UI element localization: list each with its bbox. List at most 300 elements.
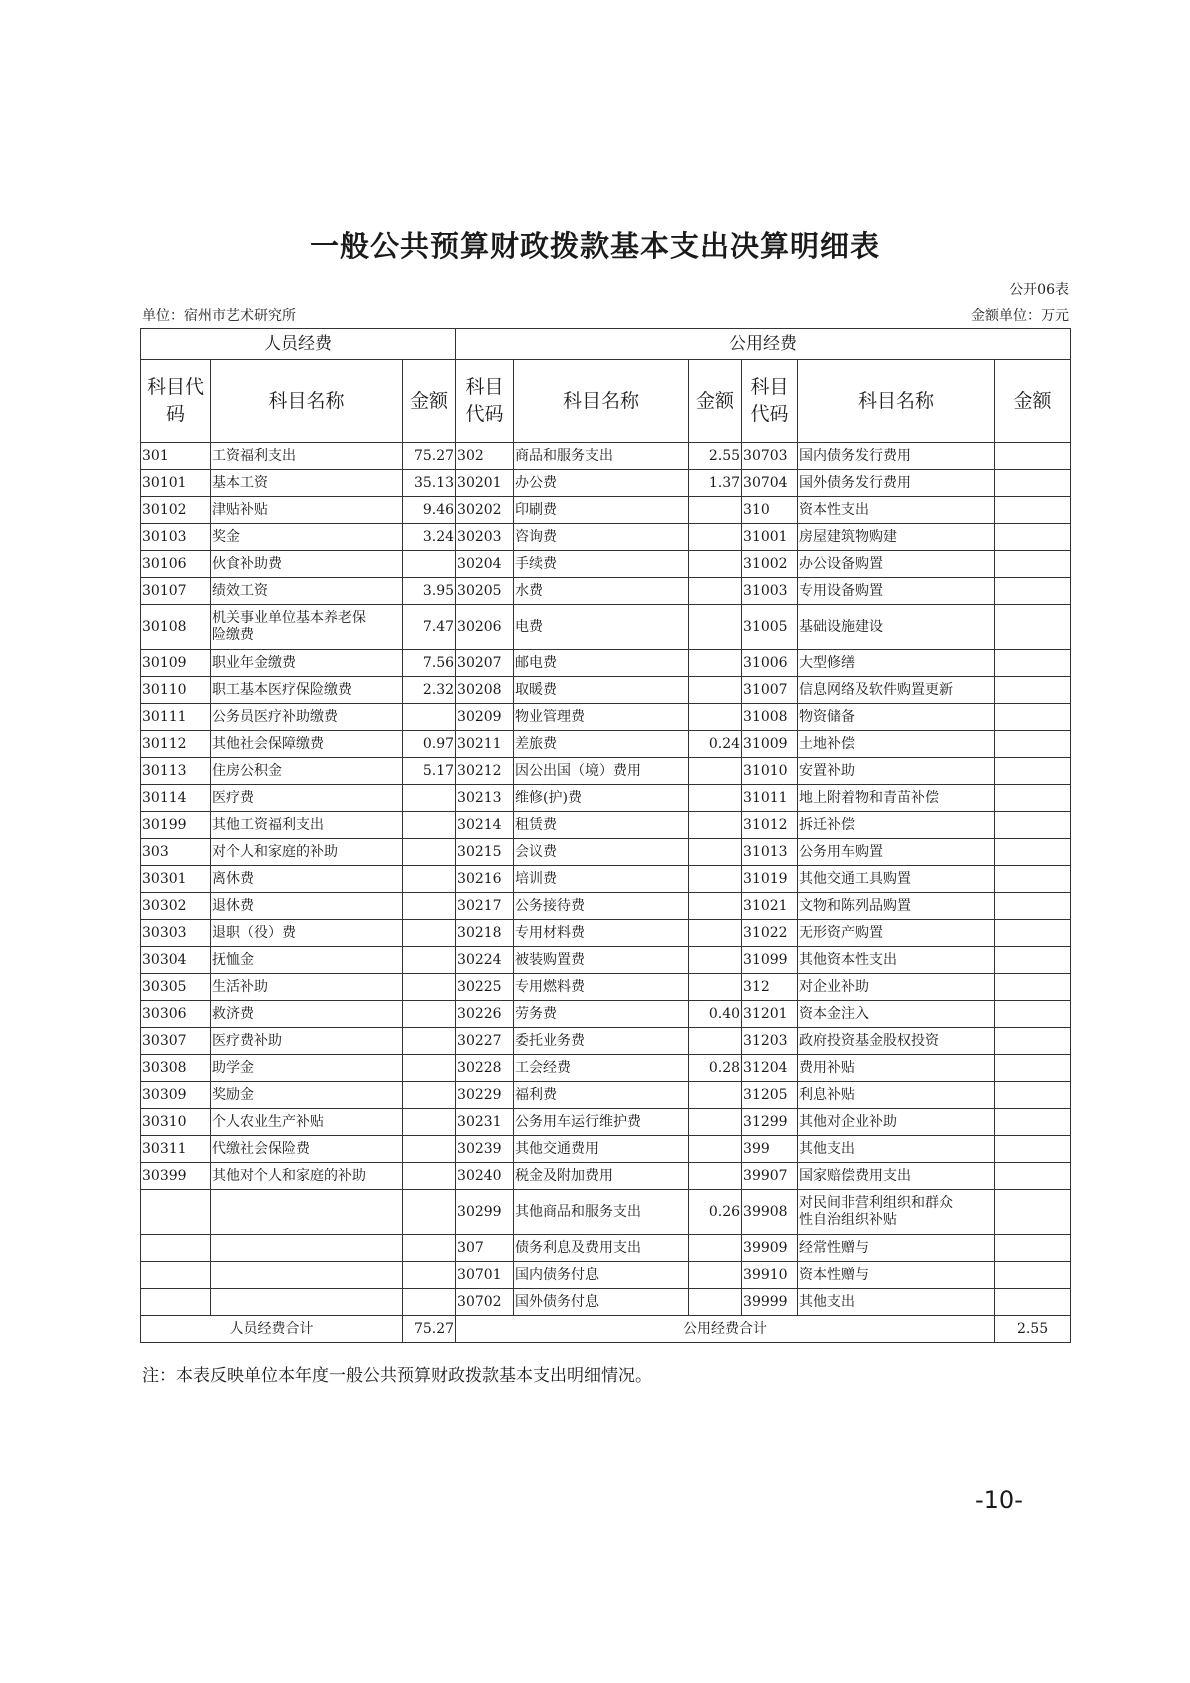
item-amount (689, 1028, 742, 1055)
item-code: 30217 (456, 893, 514, 920)
item-amount (403, 1055, 456, 1082)
item-code: 312 (742, 974, 798, 1001)
item-code: 307 (456, 1235, 514, 1262)
item-code: 31002 (742, 551, 798, 578)
header-amount: 金额 (995, 360, 1071, 443)
item-name: 债务利息及费用支出 (514, 1235, 689, 1262)
item-name: 被装购置费 (514, 947, 689, 974)
item-name: 邮电费 (514, 650, 689, 677)
item-amount (689, 497, 742, 524)
item-code: 30226 (456, 1001, 514, 1028)
table-row (141, 605, 1071, 650)
item-code: 30207 (456, 650, 514, 677)
table-row (141, 497, 1071, 524)
item-code: 30103 (141, 524, 211, 551)
item-code: 31299 (742, 1109, 798, 1136)
item-amount (689, 1136, 742, 1163)
item-amount (403, 812, 456, 839)
item-code: 30309 (141, 1082, 211, 1109)
item-amount: 2.55 (689, 443, 742, 470)
item-amount (403, 1028, 456, 1055)
item-name: 信息网络及软件购置更新 (798, 677, 995, 704)
item-code: 31010 (742, 758, 798, 785)
table-row (141, 1028, 1071, 1055)
item-code: 31201 (742, 1001, 798, 1028)
item-amount (689, 812, 742, 839)
item-amount: 7.47 (403, 605, 456, 650)
item-name: 基本工资 (211, 470, 403, 497)
item-code: 30201 (456, 470, 514, 497)
table-row (141, 470, 1071, 497)
item-name: 专用材料费 (514, 920, 689, 947)
item-amount: 0.28 (689, 1055, 742, 1082)
item-name: 委托业务费 (514, 1028, 689, 1055)
item-name: 税金及附加费用 (514, 1163, 689, 1190)
section-personnel: 人员经费 (141, 329, 456, 360)
item-name: 土地补偿 (798, 731, 995, 758)
item-name: 无形资产购置 (798, 920, 995, 947)
header-name: 科目名称 (514, 360, 689, 443)
item-code: 39910 (742, 1262, 798, 1289)
item-code: 31003 (742, 578, 798, 605)
table-row (141, 758, 1071, 785)
item-code: 30107 (141, 578, 211, 605)
item-name (211, 1289, 403, 1316)
item-amount (689, 1235, 742, 1262)
header-amount: 金额 (689, 360, 742, 443)
item-code: 31007 (742, 677, 798, 704)
item-name: 水费 (514, 578, 689, 605)
table-row (141, 812, 1071, 839)
item-amount (403, 1001, 456, 1028)
item-name: 公务员医疗补助缴费 (211, 704, 403, 731)
item-amount (689, 704, 742, 731)
item-code: 31012 (742, 812, 798, 839)
item-amount: 0.97 (403, 731, 456, 758)
item-name: 其他资本性支出 (798, 947, 995, 974)
personnel-total-label: 人员经费合计 (141, 1316, 403, 1343)
item-code: 30229 (456, 1082, 514, 1109)
item-code: 30109 (141, 650, 211, 677)
item-code: 30303 (141, 920, 211, 947)
item-code: 30704 (742, 470, 798, 497)
item-amount: 75.27 (403, 443, 456, 470)
section-public: 公用经费 (456, 329, 1071, 360)
header-code: 科目 代码 (742, 360, 798, 443)
table-row (141, 839, 1071, 866)
personnel-total-amount: 75.27 (403, 1316, 456, 1343)
item-name: 大型修缮 (798, 650, 995, 677)
item-amount (689, 650, 742, 677)
item-amount (403, 1163, 456, 1190)
item-amount (995, 1001, 1071, 1028)
item-name: 其他对个人和家庭的补助 (211, 1163, 403, 1190)
public-total-amount: 2.55 (995, 1316, 1071, 1343)
item-name: 政府投资基金股权投资 (798, 1028, 995, 1055)
item-code: 30205 (456, 578, 514, 605)
table-row (141, 677, 1071, 704)
item-name: 工会经费 (514, 1055, 689, 1082)
public-total-label: 公用经费合计 (456, 1316, 995, 1343)
item-amount (689, 1163, 742, 1190)
item-code: 31005 (742, 605, 798, 650)
item-amount (995, 524, 1071, 551)
item-name: 国外债务付息 (514, 1289, 689, 1316)
item-amount (995, 443, 1071, 470)
item-name: 地上附着物和青苗补偿 (798, 785, 995, 812)
item-code: 31006 (742, 650, 798, 677)
item-code: 30110 (141, 677, 211, 704)
item-name: 利息补贴 (798, 1082, 995, 1109)
item-amount: 2.32 (403, 677, 456, 704)
item-amount (689, 920, 742, 947)
item-amount (403, 947, 456, 974)
item-code: 30310 (141, 1109, 211, 1136)
table-row (141, 1190, 1071, 1235)
item-code: 30701 (456, 1262, 514, 1289)
item-name: 个人农业生产补贴 (211, 1109, 403, 1136)
item-code: 30209 (456, 704, 514, 731)
item-name: 奖励金 (211, 1082, 403, 1109)
item-amount (995, 731, 1071, 758)
item-name: 基础设施建设 (798, 605, 995, 650)
table-row (141, 524, 1071, 551)
item-code: 30101 (141, 470, 211, 497)
item-name: 手续费 (514, 551, 689, 578)
item-amount (995, 578, 1071, 605)
item-name: 物资储备 (798, 704, 995, 731)
item-amount (689, 524, 742, 551)
item-code: 30102 (141, 497, 211, 524)
header-code: 科目代 码 (141, 360, 211, 443)
item-name: 国家赔偿费用支出 (798, 1163, 995, 1190)
item-name: 绩效工资 (211, 578, 403, 605)
item-name: 培训费 (514, 866, 689, 893)
item-code: 31204 (742, 1055, 798, 1082)
item-name: 对民间非营利组织和群众 性自治组织补贴 (798, 1190, 995, 1235)
item-code: 30227 (456, 1028, 514, 1055)
item-name: 福利费 (514, 1082, 689, 1109)
item-code: 30299 (456, 1190, 514, 1235)
item-name: 代缴社会保险费 (211, 1136, 403, 1163)
item-code: 30204 (456, 551, 514, 578)
item-code: 30240 (456, 1163, 514, 1190)
table-row (141, 1109, 1071, 1136)
item-amount (995, 974, 1071, 1001)
item-amount (995, 947, 1071, 974)
table-row (141, 1001, 1071, 1028)
header-code: 科目 代码 (456, 360, 514, 443)
item-amount (995, 1082, 1071, 1109)
item-name: 其他支出 (798, 1136, 995, 1163)
item-name: 专用设备购置 (798, 578, 995, 605)
item-name: 医疗费补助 (211, 1028, 403, 1055)
item-amount: 9.46 (403, 497, 456, 524)
header-name: 科目名称 (211, 360, 403, 443)
item-name: 拆迁补偿 (798, 812, 995, 839)
item-code: 30301 (141, 866, 211, 893)
item-name: 租赁费 (514, 812, 689, 839)
item-name: 房屋建筑物购建 (798, 524, 995, 551)
item-name: 其他工资福利支出 (211, 812, 403, 839)
item-amount (995, 650, 1071, 677)
item-name: 资本性赠与 (798, 1262, 995, 1289)
item-code: 303 (141, 839, 211, 866)
expenditure-table (140, 328, 1071, 1343)
table-row (141, 1235, 1071, 1262)
item-name: 印刷费 (514, 497, 689, 524)
item-code (141, 1235, 211, 1262)
item-code: 30231 (456, 1109, 514, 1136)
item-amount: 3.24 (403, 524, 456, 551)
item-code: 31009 (742, 731, 798, 758)
item-name: 其他商品和服务支出 (514, 1190, 689, 1235)
item-code: 30304 (141, 947, 211, 974)
item-code: 31013 (742, 839, 798, 866)
table-row (141, 1289, 1071, 1316)
item-code: 31008 (742, 704, 798, 731)
item-code: 30211 (456, 731, 514, 758)
item-amount (689, 578, 742, 605)
item-code: 31001 (742, 524, 798, 551)
item-name: 其他交通工具购置 (798, 866, 995, 893)
item-amount (995, 605, 1071, 650)
item-amount (995, 1055, 1071, 1082)
item-code: 30215 (456, 839, 514, 866)
item-amount (403, 1190, 456, 1235)
table-row (141, 866, 1071, 893)
table-row (141, 974, 1071, 1001)
item-amount (403, 893, 456, 920)
table-row (141, 947, 1071, 974)
item-amount (403, 1082, 456, 1109)
item-amount (995, 677, 1071, 704)
item-name: 差旅费 (514, 731, 689, 758)
item-name: 工资福利支出 (211, 443, 403, 470)
item-amount (689, 1082, 742, 1109)
item-code: 31021 (742, 893, 798, 920)
item-name: 离休费 (211, 866, 403, 893)
item-name: 电费 (514, 605, 689, 650)
header-amount: 金额 (403, 360, 456, 443)
item-amount (689, 1289, 742, 1316)
item-name: 文物和陈列品购置 (798, 893, 995, 920)
item-name (211, 1190, 403, 1235)
item-code: 30306 (141, 1001, 211, 1028)
item-name: 抚恤金 (211, 947, 403, 974)
item-code: 30203 (456, 524, 514, 551)
item-code: 30106 (141, 551, 211, 578)
item-amount (995, 839, 1071, 866)
table-row (141, 704, 1071, 731)
item-name: 伙食补助费 (211, 551, 403, 578)
item-name: 其他支出 (798, 1289, 995, 1316)
item-name: 对个人和家庭的补助 (211, 839, 403, 866)
item-name: 办公设备购置 (798, 551, 995, 578)
item-code: 30239 (456, 1136, 514, 1163)
item-amount (689, 605, 742, 650)
table-row (141, 1136, 1071, 1163)
item-name: 奖金 (211, 524, 403, 551)
item-amount (689, 1109, 742, 1136)
item-amount (689, 974, 742, 1001)
item-code: 30199 (141, 812, 211, 839)
item-name: 专用燃料费 (514, 974, 689, 1001)
item-amount (995, 551, 1071, 578)
item-name: 资本性支出 (798, 497, 995, 524)
item-name: 公务用车购置 (798, 839, 995, 866)
item-name: 机关事业单位基本养老保 险缴费 (211, 605, 403, 650)
item-code: 30216 (456, 866, 514, 893)
item-name: 公务用车运行维护费 (514, 1109, 689, 1136)
item-name: 咨询费 (514, 524, 689, 551)
item-name: 安置补助 (798, 758, 995, 785)
item-name: 其他对企业补助 (798, 1109, 995, 1136)
item-amount (995, 1190, 1071, 1235)
item-code: 30108 (141, 605, 211, 650)
item-code: 30311 (141, 1136, 211, 1163)
item-code (141, 1289, 211, 1316)
item-amount (689, 758, 742, 785)
item-amount (995, 866, 1071, 893)
item-amount (403, 1262, 456, 1289)
item-code: 30307 (141, 1028, 211, 1055)
item-code: 30213 (456, 785, 514, 812)
item-name: 医疗费 (211, 785, 403, 812)
item-amount (689, 866, 742, 893)
item-amount: 0.24 (689, 731, 742, 758)
item-name: 取暖费 (514, 677, 689, 704)
item-amount (403, 920, 456, 947)
item-name: 其他交通费用 (514, 1136, 689, 1163)
item-code: 31022 (742, 920, 798, 947)
item-amount: 35.13 (403, 470, 456, 497)
item-name: 公务接待费 (514, 893, 689, 920)
item-name: 退休费 (211, 893, 403, 920)
item-amount: 5.17 (403, 758, 456, 785)
item-code (141, 1190, 211, 1235)
item-code: 30202 (456, 497, 514, 524)
table-row (141, 731, 1071, 758)
item-code: 39999 (742, 1289, 798, 1316)
item-amount (995, 470, 1071, 497)
item-code: 39907 (742, 1163, 798, 1190)
item-amount (689, 893, 742, 920)
item-code: 30703 (742, 443, 798, 470)
table-row (141, 551, 1071, 578)
item-amount: 0.26 (689, 1190, 742, 1235)
item-code: 30225 (456, 974, 514, 1001)
item-name: 职工基本医疗保险缴费 (211, 677, 403, 704)
table-row (141, 578, 1071, 605)
table-row (141, 893, 1071, 920)
item-amount (403, 1136, 456, 1163)
item-amount: 1.37 (689, 470, 742, 497)
amount-unit: 金额单位：万元 (971, 308, 1069, 324)
item-amount (995, 785, 1071, 812)
item-code: 30305 (141, 974, 211, 1001)
item-amount (403, 1109, 456, 1136)
item-name: 退职（役）费 (211, 920, 403, 947)
item-code: 30214 (456, 812, 514, 839)
item-name: 会议费 (514, 839, 689, 866)
item-name: 生活补助 (211, 974, 403, 1001)
item-name: 助学金 (211, 1055, 403, 1082)
table-row (141, 1055, 1071, 1082)
item-code: 30208 (456, 677, 514, 704)
unit-label: 单位：宿州市艺术研究所 (142, 308, 296, 324)
item-code: 31011 (742, 785, 798, 812)
item-name: 费用补贴 (798, 1055, 995, 1082)
item-name: 国内债务付息 (514, 1262, 689, 1289)
item-code: 30302 (141, 893, 211, 920)
item-code: 39908 (742, 1190, 798, 1235)
item-amount (995, 1163, 1071, 1190)
item-amount (995, 1028, 1071, 1055)
item-amount (403, 704, 456, 731)
item-name: 救济费 (211, 1001, 403, 1028)
item-name: 资本金注入 (798, 1001, 995, 1028)
item-name: 国内债务发行费用 (798, 443, 995, 470)
table-row (141, 1082, 1071, 1109)
page-title: 一般公共预算财政拨款基本支出决算明细表 (309, 229, 880, 263)
table-row (141, 785, 1071, 812)
item-code (141, 1262, 211, 1289)
totals-row (141, 1316, 1071, 1343)
item-name (211, 1262, 403, 1289)
item-amount (995, 1235, 1071, 1262)
item-amount (403, 1289, 456, 1316)
item-code: 30228 (456, 1055, 514, 1082)
table-row (141, 1163, 1071, 1190)
item-amount (689, 839, 742, 866)
item-code: 31019 (742, 866, 798, 893)
item-amount (689, 1262, 742, 1289)
table-row (141, 1262, 1071, 1289)
item-name: 物业管理费 (514, 704, 689, 731)
item-name: 津贴补贴 (211, 497, 403, 524)
item-code: 30212 (456, 758, 514, 785)
table-row (141, 650, 1071, 677)
header-name: 科目名称 (798, 360, 995, 443)
item-amount (995, 704, 1071, 731)
item-name: 商品和服务支出 (514, 443, 689, 470)
footnote: 注：本表反映单位本年度一般公共预算财政拨款基本支出明细情况。 (142, 1366, 652, 1386)
item-code: 30308 (141, 1055, 211, 1082)
item-amount (689, 551, 742, 578)
item-name: 办公费 (514, 470, 689, 497)
item-name: 维修(护)费 (514, 785, 689, 812)
item-amount (403, 785, 456, 812)
item-amount (995, 1289, 1071, 1316)
item-amount (689, 785, 742, 812)
item-code: 301 (141, 443, 211, 470)
item-amount (995, 1136, 1071, 1163)
item-code: 30218 (456, 920, 514, 947)
item-amount (995, 893, 1071, 920)
item-amount (403, 839, 456, 866)
item-amount: 3.95 (403, 578, 456, 605)
page-number: -10- (975, 1486, 1023, 1514)
table-row (141, 920, 1071, 947)
item-code: 30702 (456, 1289, 514, 1316)
item-name: 因公出国（境）费用 (514, 758, 689, 785)
item-name: 住房公积金 (211, 758, 403, 785)
item-amount (995, 920, 1071, 947)
item-name: 其他社会保障缴费 (211, 731, 403, 758)
table-row (141, 443, 1071, 470)
item-name: 职业年金缴费 (211, 650, 403, 677)
